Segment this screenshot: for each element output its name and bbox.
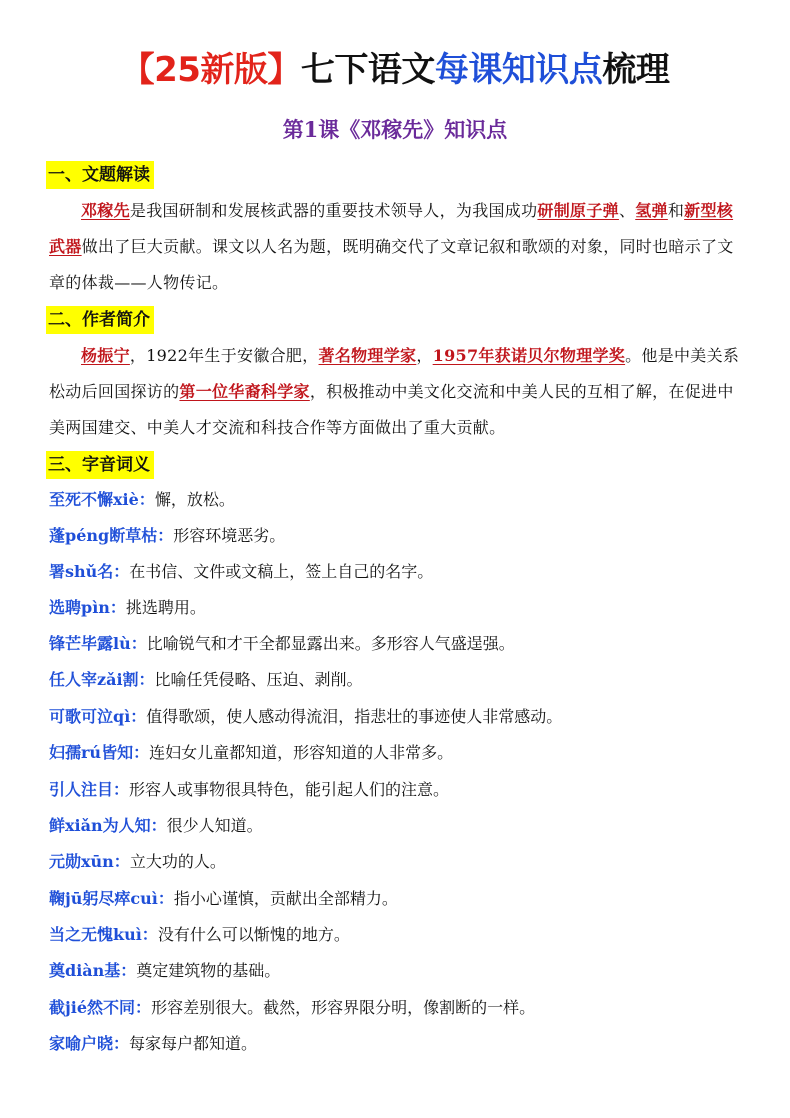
highlight-new-nuclear-weapons: 新型核武器 — [49, 201, 734, 256]
highlight-first-chinese-scientist: 第一位华裔科学家 — [179, 382, 310, 401]
vocab-item — [49, 812, 749, 840]
vocab-item — [49, 994, 749, 1022]
vocab-item — [49, 921, 749, 949]
vocab-term: 任人宰zǎi割： — [49, 670, 155, 689]
vocab-term: 奠diàn基： — [49, 961, 137, 980]
vocab-item — [49, 594, 749, 622]
vocab-item — [49, 666, 749, 694]
text-span: 和 — [667, 201, 685, 220]
vocab-term: 元勋xūn： — [49, 852, 130, 871]
vocab-term: 当之无愧kuì： — [49, 925, 158, 944]
vocab-term: 鲜xiǎn为人知： — [49, 816, 167, 835]
text-span: 。他是中美关系松动后回国探访的 — [49, 346, 740, 401]
highlight-deng-jiaxian: 邓稼先 — [81, 201, 130, 220]
title-analysis-paragraph — [49, 193, 749, 301]
highlight-atomic-bomb: 研制原子弹 — [537, 201, 619, 220]
vocab-item — [49, 885, 749, 913]
vocab-definition: 连妇女儿童都知道，形容知道的人非常多。 — [149, 743, 454, 762]
vocab-item — [49, 776, 749, 804]
vocab-term: 家喻户晓： — [49, 1034, 130, 1053]
vocab-item — [49, 957, 749, 985]
vocab-term: 截jié然不同： — [49, 998, 152, 1017]
vocab-definition: 在书信、文件或文稿上，签上自己的名字。 — [129, 562, 434, 581]
highlight-hydrogen-bomb: 氢弹 — [635, 201, 668, 220]
highlight-nobel-prize: 1957年获诺贝尔物理学奖 — [432, 346, 626, 365]
vocab-item — [49, 558, 749, 586]
text-span: ， — [416, 346, 433, 365]
title-suffix: 梳理 — [602, 50, 670, 90]
vocab-definition: 指小心谨慎，贡献出全部精力。 — [173, 889, 398, 908]
vocab-definition: 每家每户都知道。 — [129, 1034, 258, 1053]
vocab-item — [49, 486, 749, 514]
highlight-yang-zhenning: 杨振宁 — [81, 346, 130, 365]
text-span: 做出了巨大贡献。课文以人名为题，既明确交代了文章记叙和歌颂的对象，同时也暗示了文章的体裁——人物传记。 — [49, 237, 734, 292]
vocab-item — [49, 703, 749, 731]
vocab-item — [49, 848, 749, 876]
vocab-item — [49, 739, 749, 767]
vocab-definition: 挑选聘用。 — [125, 598, 206, 617]
page-title — [0, 46, 790, 94]
vocab-term: 选聘pìn： — [49, 598, 126, 617]
vocab-term: 至死不懈xiè： — [49, 490, 155, 509]
vocab-definition: 形容环境恶劣。 — [173, 526, 286, 545]
vocab-definition: 值得歌颂，使人感动得流泪，指悲壮的事迹使人非常感动。 — [146, 707, 563, 726]
vocab-definition: 比喻锐气和才干全都显露出来。多形容人气盛逞强。 — [146, 634, 515, 653]
vocab-definition: 奠定建筑物的基础。 — [136, 961, 281, 980]
vocab-term: 引人注目： — [49, 780, 130, 799]
vocab-definition: 很少人知道。 — [166, 816, 263, 835]
lesson-subtitle: 第1课《邓稼先》知识点 — [282, 117, 508, 142]
vocab-definition: 立大功的人。 — [129, 852, 226, 871]
vocab-definition: 没有什么可以惭愧的地方。 — [157, 925, 350, 944]
vocab-item — [49, 1030, 749, 1058]
title-grade: 七下语文 — [300, 50, 435, 90]
vocab-term: 署shǔ名： — [49, 562, 130, 581]
text-span: 、 — [618, 201, 636, 220]
vocab-term: 锋芒毕露lù： — [49, 634, 147, 653]
vocab-term: 鞠jū躬尽瘁cuì： — [49, 889, 174, 908]
author-intro-paragraph — [49, 338, 749, 446]
vocab-definition: 懈，放松。 — [154, 490, 235, 509]
vocab-item — [49, 522, 749, 550]
vocab-item — [49, 630, 749, 658]
vocab-term: 蓬péng断草枯： — [49, 526, 174, 545]
highlight-physicist: 著名物理学家 — [318, 346, 417, 365]
vocab-definition: 形容人或事物很具特色，能引起人们的注意。 — [129, 780, 450, 799]
text-span: ，积极推动中美文化交流和中美人民的互相了解，在促进中美两国建交、中美人才交流和科技合作等方面做出了重大贡献。 — [49, 382, 734, 437]
text-span: 是我国研制和发展核武器的重要技术领导人，为我国成功 — [129, 201, 538, 220]
title-edition: 【25新版】 — [120, 50, 301, 90]
section-heading-title-analysis: 一、文题解读 — [46, 161, 154, 189]
section-heading-author-intro: 二、作者简介 — [46, 306, 154, 334]
title-highlight: 每课知识点 — [434, 50, 603, 90]
vocab-definition: 形容差别很大。截然，形容界限分明，像割断的一样。 — [151, 998, 536, 1017]
section-heading-vocabulary: 三、字音词义 — [46, 451, 154, 479]
vocab-definition: 比喻任凭侵略、压迫、剥削。 — [154, 670, 363, 689]
vocab-term: 可歌可泣qì： — [49, 707, 147, 726]
vocab-term: 妇孺rú皆知： — [49, 743, 150, 762]
text-span: ，1922年生于安徽合肥， — [129, 346, 319, 365]
